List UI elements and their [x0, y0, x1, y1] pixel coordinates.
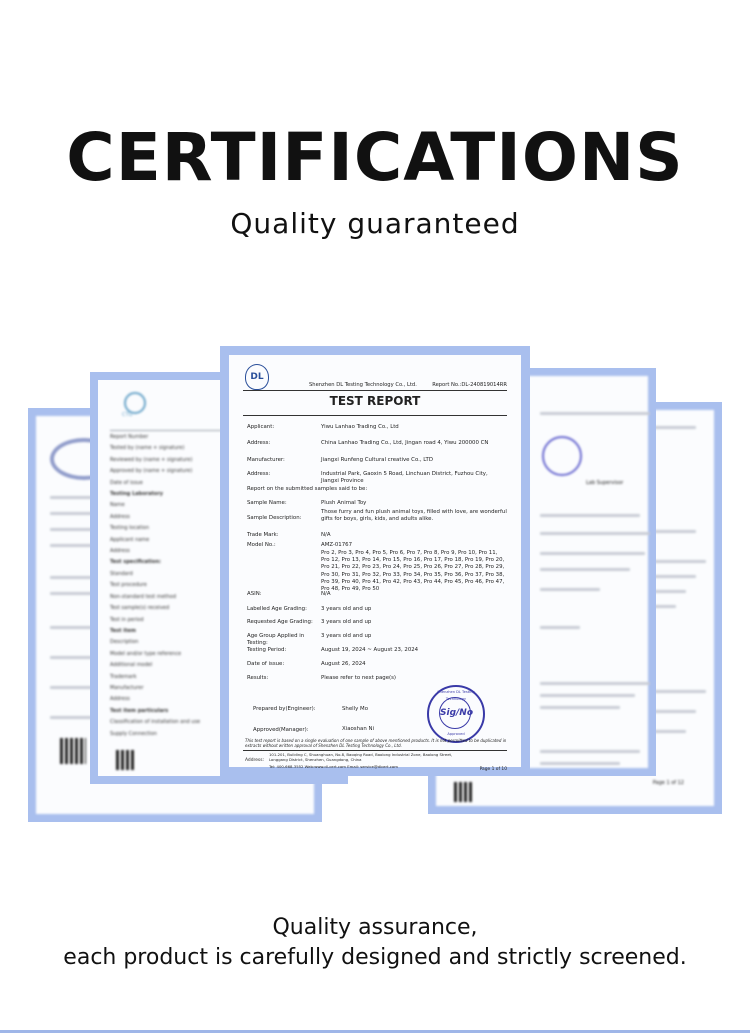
ctg-row: Reviewed by (name + signature) [110, 456, 193, 463]
lab-supervisor-label: Lab Supervisor [586, 480, 624, 486]
lab-address: 101-201, Building C, Shuanghuan, No.8, Baoqing Road, Baolong Industrial Zone, Baolong Street, Longgang District, Shenzhen, Guangdong, China [269, 752, 453, 762]
seal-icon [542, 436, 582, 476]
field-value: AMZ-01767 [321, 542, 353, 548]
field-label: Sample Description: [247, 515, 302, 521]
field-value: Plush Animal Toy [321, 500, 367, 506]
address-label: Address: [245, 758, 264, 763]
footer-line-1: Quality assurance, [272, 915, 478, 940]
ctg-logo-icon [124, 392, 146, 414]
ctg-row: Supply Connection [110, 730, 157, 737]
field-label: ASIN: [247, 591, 262, 597]
ctg-row: Test specification: [110, 559, 162, 566]
field-label: Model No.: [247, 542, 276, 548]
field-label: Address: [247, 471, 271, 477]
ctg-row: Test item particulars [110, 707, 169, 714]
field-value: N/A [321, 591, 331, 597]
field-label: Date of issue: [247, 661, 285, 667]
page-number: Page 1 of 10 [479, 767, 507, 772]
dl-logo-icon: DL [245, 364, 269, 390]
ctg-row: Test sample(s) received [110, 605, 170, 612]
disclaimer: This test report is based on a single evaluation of one sample of above mentioned products. It is not permitted to be duplicated in extracts without written approval of Shenzhen DL Testing Technology Co., Ltd. [245, 738, 507, 748]
footer-line-2: each product is carefully designed and strictly screened. [63, 945, 687, 970]
ctg-row: Testing location [110, 525, 150, 532]
ctg-row: Report Number [110, 434, 149, 440]
field-label: Sample Name: [247, 500, 287, 506]
approved-name: Xiaoshan Ni [342, 726, 374, 732]
field-label: Testing Period: [247, 647, 287, 653]
field-label: Trade Mark: [247, 532, 279, 538]
ctg-row: Address [110, 696, 130, 703]
page-number: Page 1 of 12 [652, 780, 684, 786]
ctg-row: Manufacturer [110, 684, 144, 691]
ctg-row: Testing Laboratory [110, 491, 164, 498]
ctg-row: Name [110, 502, 125, 509]
ctg-row: Test item [110, 627, 136, 634]
field-value: China Lanhao Trading Co., Ltd, Jingan road 4, Yiwu 200000 CN [321, 440, 489, 446]
model-list: Pro 2, Pro 3, Pro 4, Pro 5, Pro 6, Pro 7, Pro 8, Pro 9, Pro 10, Pro 11, Pro 12, Pro 13, Pro 14, Pro 15, Pro 16, Pro 17, Pro 18, Pro 19, Pro 20, Pro 21, Pro 22, Pro 23, Pro 24, Pro 25, Pro 26, Pro 27, Pro 28, Pro 29, Pro 30, Pro 31, Pro 32, Pro 33, Pro 34, Pro 35, Pro 36, Pro 37, Pro 38, Pro 39, Pro 40, Pro 41, Pro 42, Pro 43, Pro 44, Pro 45, Pro 46, Pro 47, Pro 48, Pro 49, Pro 50 [321, 550, 505, 593]
field-label: Requested Age Grading: [247, 619, 313, 625]
field-value: Those furry and fun plush animal toys, filled with love, are wonderful gifts for boys, girls, kids, and adults alike. [321, 509, 507, 522]
ctg-row: Address [110, 548, 130, 555]
certificate-test-report [220, 346, 530, 776]
ctg-row: Non-standard test method [110, 593, 177, 600]
qr-code-icon [116, 750, 136, 770]
report-title: TEST REPORT [329, 394, 421, 408]
ctg-row: Date of issue [110, 479, 143, 486]
stamp-ring-text: Shenzhen DL Testing Technology [437, 690, 475, 701]
field-value: Yiwu Lanhao Trading Co., Ltd [321, 424, 399, 430]
lab-contact: Tel: 400-668-3552 Web:www.dl-cert.com Email: service@dlcert.com [269, 764, 398, 769]
ctg-row: Approved by (name + signature) [110, 468, 193, 475]
bottom-divider [0, 1030, 750, 1033]
field-value: August 26, 2024 [321, 661, 366, 667]
report-company: Shenzhen DL Testing Technology Co., Ltd. [309, 382, 417, 388]
ctg-row: Classification of installation and use [110, 719, 201, 726]
page-subtitle: Quality guaranteed [230, 207, 520, 240]
approved-label: Approved(Manager): [253, 727, 309, 733]
ctg-row: Test in period [110, 616, 144, 623]
ctg-logo-text: CTG [122, 412, 133, 418]
ctg-row: Trademark [110, 673, 137, 680]
field-value: 3 years old and up [321, 633, 372, 639]
page-title: CERTIFICATIONS [66, 119, 684, 196]
field-label: Labelled Age Grading: [247, 606, 307, 612]
report-number: Report No.:DL-240819014RR [432, 382, 507, 388]
ctg-row: Standard [110, 570, 133, 577]
stamp-center-text: Sig/No [439, 697, 471, 729]
field-value: 3 years old and up [321, 619, 372, 625]
ctg-row: Address [110, 513, 130, 520]
field-value: Industrial Park, Gaoxin 5 Road, Linchuan District, Fuzhou City, Jiangxi Province [321, 471, 488, 484]
field-label: Age Group Applied in Testing: [247, 633, 305, 646]
ctg-row: Model and/or type reference [110, 650, 182, 657]
ctg-row: Description [110, 639, 139, 646]
prepared-label: Prepared by(Engineer): [253, 706, 316, 712]
submitted-note: Report on the submitted samples said to be: [247, 486, 368, 492]
ctg-row: Tested by (name + signature) [110, 445, 185, 452]
field-label: Results: [247, 675, 269, 681]
prepared-name: Shelly Mo [342, 706, 369, 712]
field-value: 3 years old and up [321, 606, 372, 612]
field-value: Jiangxi Runfeng Cultural creative Co., LTD [321, 457, 433, 463]
field-label: Address: [247, 440, 271, 446]
ctg-row: Additional model [110, 662, 153, 669]
qr-code-icon [60, 738, 86, 764]
stamp-bottom-text: Approved [447, 732, 465, 736]
field-label: Applicant: [247, 424, 275, 430]
certificate-right [520, 368, 656, 776]
field-label: Manufacturer: [247, 457, 285, 463]
ctg-row: Test procedure [110, 582, 147, 589]
field-value: Please refer to next page(s) [321, 675, 397, 681]
qr-code-icon [454, 782, 474, 802]
field-value: N/A [321, 532, 331, 538]
approval-stamp-icon [427, 685, 485, 743]
ctg-row: Applicant name [110, 536, 150, 543]
field-value: August 19, 2024 ~ August 23, 2024 [321, 647, 419, 653]
